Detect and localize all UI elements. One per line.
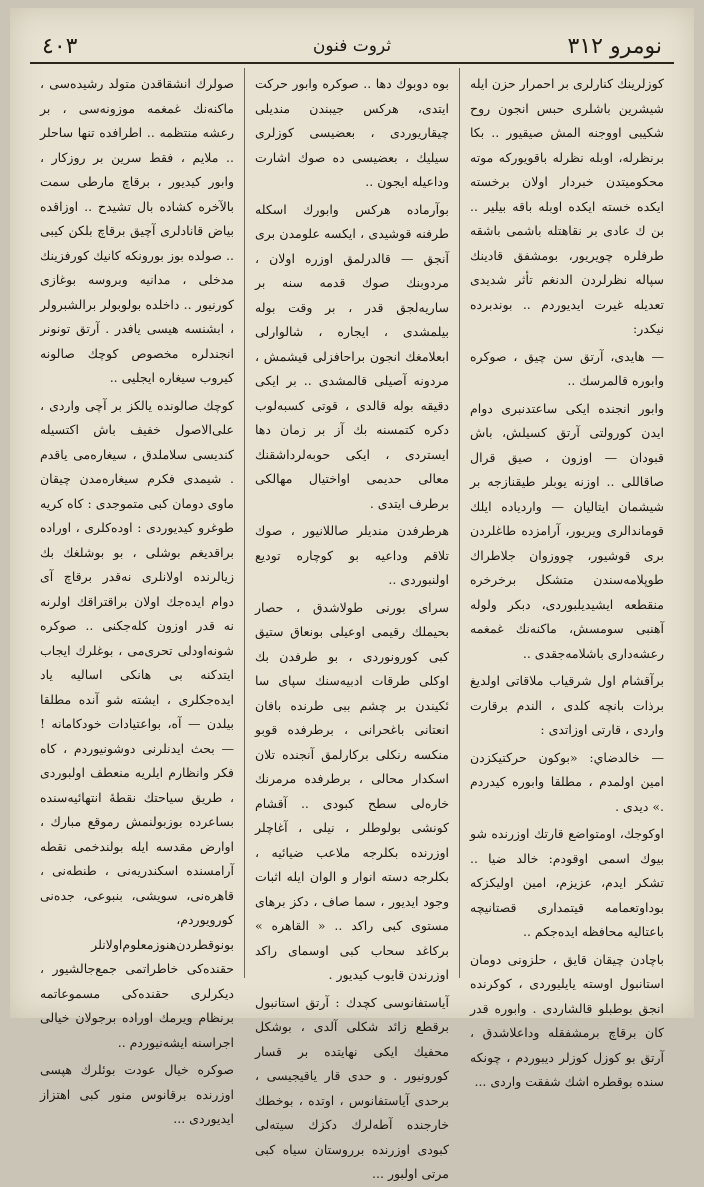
column-middle <box>245 68 460 1181</box>
header-rule <box>30 62 674 64</box>
paragraph: بوه دوبوك دها .. صوكره وابور حركت ايتدى، هركس جيبندن منديلى چيقاريوردى ، بعضيسى كوزلرى سيليك ، بعضيسى ده صوك اشارت وداعيله ايجون .. <box>255 76 449 189</box>
paragraph: اوكوجك، اومتواضع قارتك اوزرنده شو بيوك اسمى اوقودم: خالد ضيا .. تشكر ايدم، عزيزم، امين اوليكزكه بوداوتعمامه قيتمدارى قصتانيچه باعتاليه محافظه ايده‌جكم .. <box>470 826 664 939</box>
paragraph: كوزلرينك كنارلرى بر احمرار حزن ايله شيشرين باشلرى حبس انجون روح شكيبى اووجنه المش صيقيور .. بكا برنظرله، اوبله نظرله باقويوركه موته محكوميتدن خبردار اولان برخسته ايكده خسته ايكده اوبله باقه بيلير .. بن ك عادى بر نقاهتله باشمى باشقه طرفلره چويريور، بومشفق قادينك سپاله نظرلردن الدنغم تأثر شديدى تعديله غيرت ايديوردم .. بوندبرده نيكدر: <box>470 76 664 336</box>
paragraph: صوكره خيال عودت بوئلرك هپسى اوزرنده برقانوس منور كبى اهتزاز ايديوردى ... <box>40 1062 234 1126</box>
paragraph: برآقشام اول شرقياب ملاقاتى اولديغ برذات بانچه كلدى ، الندم برقارت واردى ، قارتى اوزاتدى : <box>470 673 664 737</box>
paragraph: — هايدى، آرتق سن چيق ، صوكره وابوره قالمرسك .. <box>470 348 664 388</box>
column-right <box>460 68 674 1089</box>
paragraph: آياستفانوسى كچدك : آرتق استانبول برقطع زائد شكلى آلدى ، بوشكل محفيك ايكى نهايتده بر قسار كورونيور . و حدى قار ياقيجيسى ، برحدى آياستفانوس ، اوتده ، بوخطك خارجنده آطه‌لرك دكزك سيته‌لى كبودى اوزرنده برروستان سياه كبى مرتى اولبور ... <box>255 994 449 1181</box>
newspaper-page <box>10 8 694 1181</box>
paragraph: سرای بورنى طولاشدق ، حصار بحيملك رقيمى اوعيلى بونعاق ستيق كبى كورونوردى ، بو طرفدن بك اوكلى طرقات ادبيه‌سنك سپای سا ئكيندن بر چشم ببى طرنده بافان انعتانى باغحرانى ، برطرفده قوبو منكسه رنكلى بركارلمق آنجنده تلان اسكدار محالى ، برطرفده مرمرنك خاره‌لى سطح كبودى .. آقشام كونشى بولوطلر ، نيلى ، آغاچلر اوزرنده بكلرجه ملاعب ضيائيه ، بكلرجه دسته انوار و الوان ايله اثبات وجود ايديور ، سما صاف ، دكز برهاى مستوى كبى راكد .. « القاهره » بركاغد سحاب كبى اوسماى راكد اوزرندن قايوب كيديور . <box>255 599 449 982</box>
paragraph: هرطرفدن منديلر صاللانيور ، صوك تلاقم وداعيه بو كوچاره توديع اولنبوردى .. <box>255 523 449 587</box>
paragraph: وابور انجنده ايكى ساعتدنبرى دوام ايدن كورولتى آرتق كسيلش، باش قبودان — اوزون ، صيق قرال صاقاللى .. اوزنه يوبلر طيقنازجه بر شيشمان ايتاليان — واردياده ايلك قوماندالرى ويريور، آرامزده طاغلردن برى قوشيور، چووزوان جلاطراك طوپلامه‌سندن متشكل برخرخره منقطعه ايشيديلبوردى، دبكر ولوله آهنبى سومسش، ماكنه‌نك غمغمه رعشه‌دارى باشلامه‌جقدى .. <box>470 400 664 661</box>
issue-number: نومرو ٣١٢ <box>567 34 662 59</box>
paragraph: كوچك صالونده يالكز بر آچى واردى ، على‌الاصول خفيف باش اكتسيله كنديسى سلاملدق ، سيغاره‌مى ياقدم . شيمدى فكرم سيغاره‌مدن چيقان ماوى دومان كبى متموجدى : كاه كريه طوغرو كيديوردى : اوده‌كلرى ، اوراده براقديغم بوشلى ، بو بوشلغك بك زيالرنده اولانلرى نه‌قدر برقاچ آى دوام ايده‌جك اولان براقتراقك اولرنه نه قدر اوزون كله‌جكنى .. صوكره شونه‌اودلى تحرى‌مى ، بوغلرك ايجاب ايتدكنه بى هانكى اساليه ياد ايده‌جكلرى ، ايشته شو آنده مطلقا بيلدن — آه، بواعتيادات خودكامانه ! — بحث ايدنلرنى دوشونيوردم ، كاه فكر وانظارم ايلريه منعطف اولبوردى ، طريق سياحتك نقطهٔ انتهائيه‌سنده بساعرده بوزبولنمش رموقع مبارك ، اوارض مقدسه ايله بولندخمى نقطه آرامسنده اسكندريه‌نى ، طنطه‌نى ، قاهره‌نى، سويشى، بنبوعى، جده‌نى كورويوردم، بونوقطردن‌هنوز‌معلوم‌اولانلر حقنده‌كى خاطراتمى جمع‌جالشيور ، ديكرلرى حقنده‌كى مسموعاتمه برنظام ويرمك اوراده برجولان خيالى اجرا‌سنه ايشه‌نيوردم .. <box>40 397 234 1050</box>
paragraph: باچادن چيقان قايق ، حلزونى دومان استانبول اوسته يايليوردى ، كوكرنده انجق بوطبلو قالشاردى . وابوره قدر كان برقاچ برمشفقله وداعلاشدق ، آرتق بو كوزل كوزلر ديبوردم ، چونكه سنده بوقطره اشك شفقت واردى ... <box>470 951 664 1089</box>
column-left <box>30 68 245 1126</box>
page-number: ٤٠٣ <box>42 34 78 59</box>
journal-title: ثروت فنون <box>312 36 392 56</box>
paragraph: — خالدضاي: «بوكون حركتيكزدن امين اولمدم ، مطلقا وابوره كيدردم .» ديدى . <box>470 749 664 814</box>
paragraph: بوآرماده هركس وابورك اسكله طرفنه قوشيدى ، ايكسه علومدن برى آنجق — قالدرلمق اوزره اولان ، مردوبنك صوك قدمه سنه بر ساريه‌لجق قدر ، بر وقت بوله بيلمشدى ، ايجاره ، شالوارلى ابعلامغك انجون براحافزلى قيشمش ، مردونه آصيلى قالمشدى .. بر ايكى دقيقه بوله قالدى ، قوتى كسبه‌لوب دكره كتمسنه بك آز بر زمان دها ايستردى ، ايكى حوبه‌لرداشقنك معالى حديمى اواختيال مهالكى برطرف ايتدى . <box>255 201 449 511</box>
paragraph: صولرك انشقاقدن متولد رشيده‌سى ، ماكنه‌نك غمغمه موزونه‌سى ، بر رعشه منتظمه .. اطرافده تنها ساحلر .. ملايم ، فقط سرين بر روزكار ، وابور كيديور ، برقاچ مارطى سمت بالآخره كشاده بال تشيدح .. اوزاقده بياض قانادلرى آچيق برقاچ بلكن كيبى .. صولده بوز بورونكه كانيك كورفزينك مدخلى ، مدانيه وبروسه بوغازى كورنيور .. داخلده بولوبولر برالشبرولر ، ابشنسه هيسى يافدر . آرتق تونونر انجندلره مخصوص كوچك صالونه كيروب سيغاره ايجليى .. <box>40 76 234 385</box>
text-columns <box>30 68 674 1181</box>
